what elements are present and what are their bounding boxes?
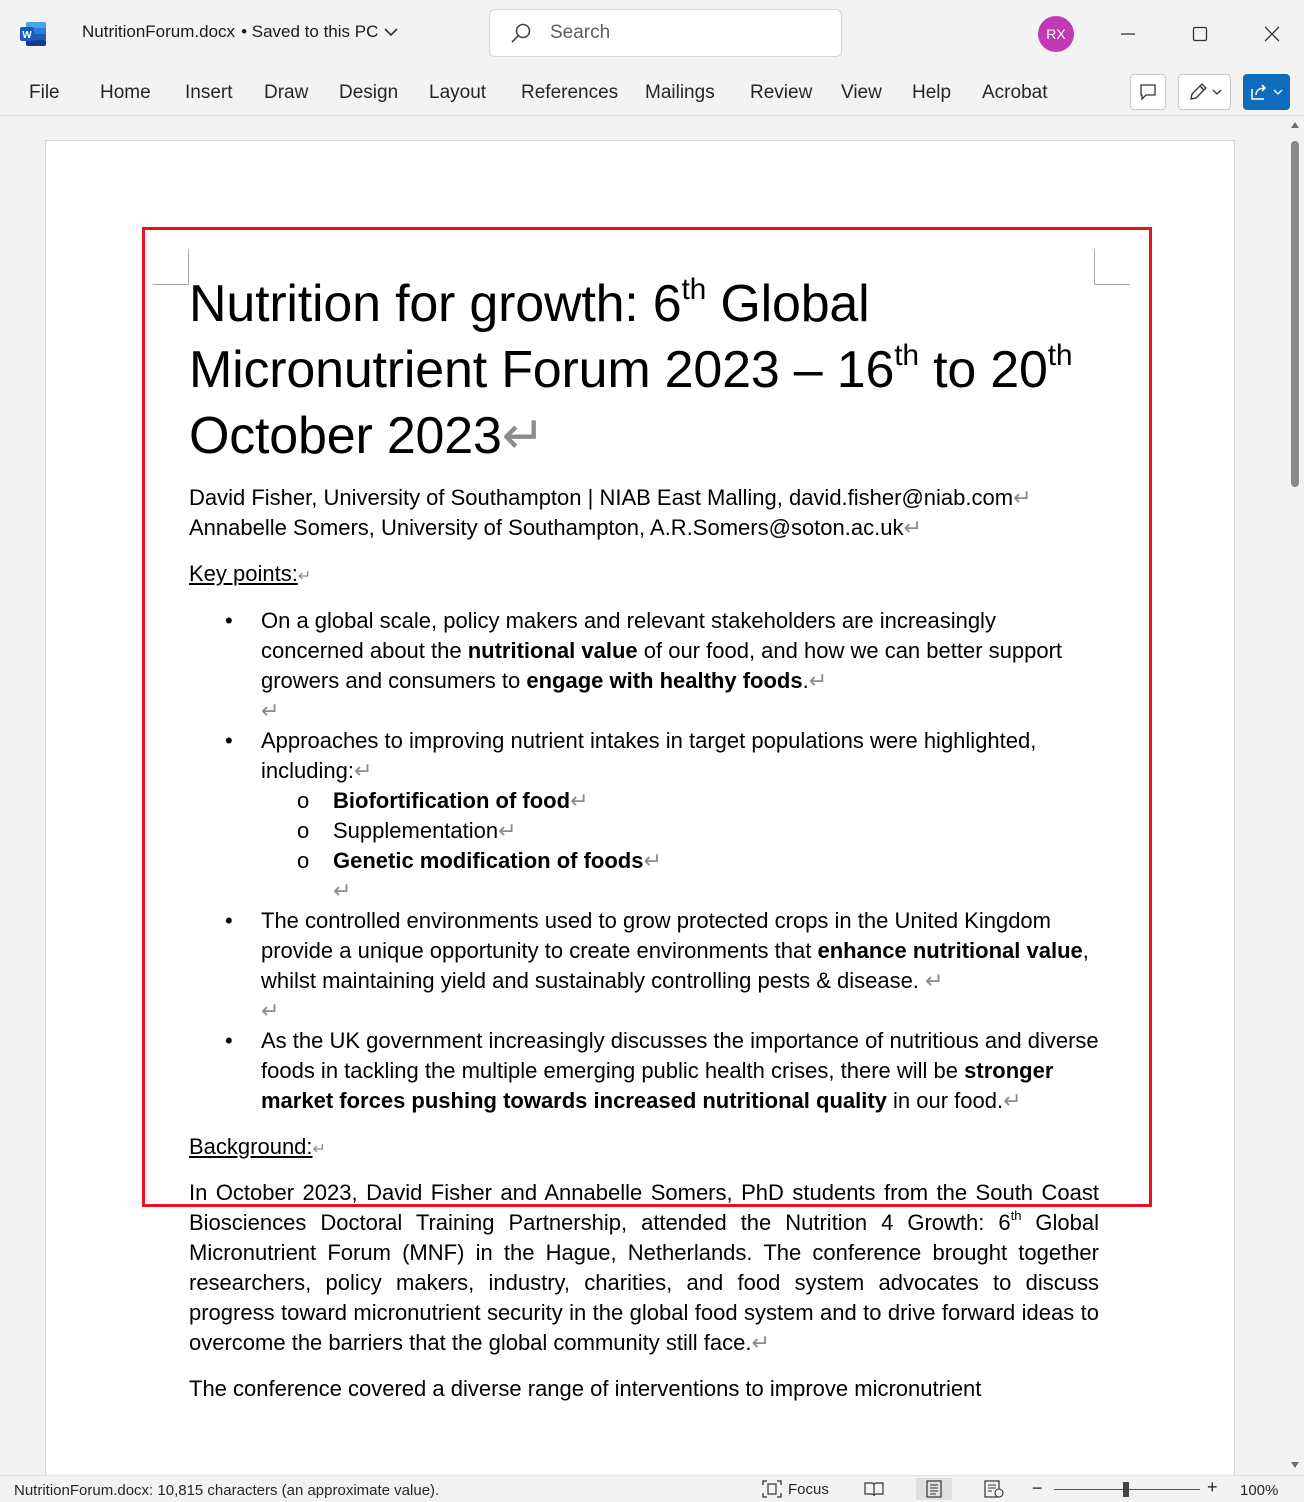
list-item[interactable]: • Approaches to improving nutrient intakes in target populations were highlighted, including:↵ [225,728,1037,783]
editing-mode-button[interactable] [1178,74,1231,110]
document-name: NutritionForum.docx [82,22,236,41]
tab-view[interactable]: View [841,82,882,103]
maximize-icon [1192,26,1208,42]
word-count-status[interactable]: NutritionForum.docx: 10,815 characters (an approximate value). [14,1482,440,1499]
zoom-slider-thumb[interactable] [1123,1482,1129,1497]
web-layout-button[interactable] [976,1478,1012,1500]
crop-mark-top-left [153,249,189,285]
paragraph-mark: ↵ [903,515,922,540]
key-points-list[interactable] [189,606,1099,1116]
bullet-marker: • [225,1028,233,1053]
word-app-icon[interactable] [20,22,46,46]
chevron-down-icon [1273,88,1283,96]
document-heading[interactable]: Nutrition for growth: 6th Global Micronutrient Forum 2023 – 16th to 20th October 2023↵ [189,273,1073,465]
paragraph-mark: ↵ [353,758,373,783]
sub-list-item[interactable]: o Supplementation↵ [189,816,1099,846]
chevron-down-icon [384,27,398,37]
tab-references[interactable]: References [521,82,619,103]
paragraph-mark: ↵ [1013,485,1032,510]
print-layout-button[interactable] [916,1478,952,1500]
comments-button[interactable] [1130,74,1166,110]
tab-design[interactable]: Design [339,82,399,103]
sub-list-item[interactable]: o Genetic modification of foods↵ [189,846,1099,876]
document-canvas[interactable] [0,117,1286,1475]
user-avatar[interactable]: RX [1038,16,1074,52]
bullet-marker: • [225,608,233,633]
paragraph-mark: ↵ [498,818,517,843]
paragraph-mark: ↵ [1003,1088,1022,1113]
paragraph-mark: ↵ [925,968,944,993]
paragraph-mark: ↵ [297,568,312,585]
tab-insert[interactable]: Insert [185,82,233,103]
paragraph-mark: ↵ [570,788,589,813]
body-paragraph[interactable]: The conference covered a diverse range of interventions to improve micronutrient [189,1376,982,1401]
empty-paragraph[interactable]: ↵ [333,878,352,903]
minimize-button[interactable] [1110,16,1146,52]
sub-bullet-marker: o [297,818,310,843]
paragraph-mark: ↵ [312,1141,326,1158]
vertical-scrollbar[interactable] [1286,117,1304,1475]
paragraph-mark: ↵ [808,668,828,693]
paragraph-mark: ↵ [751,1330,770,1355]
scroll-thumb[interactable] [1291,141,1299,487]
save-status: • Saved to this PC [241,22,379,41]
search-input[interactable] [550,22,820,44]
zoom-in-button[interactable]: + [1207,1477,1218,1497]
sub-list-item[interactable]: o Biofortification of food↵ [189,786,1099,816]
title-bar [0,0,1304,68]
authors-block[interactable] [189,483,1099,543]
chevron-down-icon [1212,88,1222,96]
document-title-menu[interactable] [82,22,398,42]
page-layout-icon [926,1480,942,1498]
crop-mark-top-right [1094,249,1130,285]
tab-draw[interactable]: Draw [264,82,309,103]
scroll-up-icon[interactable] [1290,121,1300,129]
tab-file[interactable]: File [29,82,60,103]
comment-icon [1139,83,1157,101]
tab-acrobat[interactable]: Acrobat [982,82,1048,103]
list-item[interactable]: • The controlled environments used to grow protected crops in the United Kingdom provide a unique opportunity to create environments that enhance nutritional value, whilst maintaining yield and sustainably controlling pests & disease. ↵ [225,908,1089,993]
document-page[interactable] [45,140,1235,1475]
zoom-out-button[interactable]: − [1032,1478,1043,1498]
share-button[interactable] [1243,74,1290,110]
bullet-marker: • [225,728,233,753]
search-icon [510,22,532,44]
paragraph-mark: ↵ [643,848,662,873]
focus-mode-button[interactable] [762,1480,829,1498]
web-layout-icon [984,1480,1004,1498]
tab-help[interactable]: Help [912,82,952,103]
focus-icon [762,1480,782,1498]
share-icon [1250,83,1270,101]
key-points-heading[interactable]: Key points:↵ [189,561,312,586]
minimize-icon [1120,26,1136,42]
bullet-marker: • [225,908,233,933]
zoom-level[interactable]: 100% [1240,1482,1279,1499]
sub-bullet-marker: o [297,788,310,813]
pen-icon [1187,81,1209,103]
empty-paragraph[interactable]: ↵ [261,698,280,723]
focus-label: Focus [788,1480,829,1498]
background-paragraph[interactable]: In October 2023, David Fisher and Annabelle Somers, PhD students from the South Coast Biosciences Doctoral Training Partnership, attended the Nutrition 4 Growth: 6th Global Micronutrient Forum (MNF) in the Hague, Netherlands. The conference brought together researchers, policy makers, industry, charities, and food system advocates to discuss progress toward micronutrient security in the global food system and to drive forward ideas to overcome the barriers that the global community still face.↵ [189,1180,1099,1355]
scroll-down-icon[interactable] [1290,1461,1300,1469]
tab-mailings[interactable]: Mailings [645,82,715,103]
empty-paragraph[interactable]: ↵ [261,998,280,1023]
author-line: David Fisher, University of Southampton | NIAB East Malling, david.fisher@niab.com↵ [189,485,1032,510]
svg-text:W: W [22,30,32,41]
list-item[interactable]: • On a global scale, policy makers and relevant stakeholders are increasingly concerned about the nutritional value of our food, and how we can better support growers and consumers to engage with healthy foods.↵ [225,608,1063,693]
close-icon [1264,26,1280,42]
status-bar [0,1475,1304,1502]
close-button[interactable] [1254,16,1290,52]
read-mode-button[interactable] [856,1478,892,1500]
paragraph-mark: ↵ [501,407,546,465]
maximize-button[interactable] [1182,16,1218,52]
ribbon-tabs [0,68,1304,116]
sub-bullet-marker: o [297,848,310,873]
background-heading[interactable]: Background:↵ [189,1134,326,1159]
tab-layout[interactable]: Layout [429,82,487,103]
document-body[interactable] [189,271,1099,1404]
tab-home[interactable]: Home [100,82,151,103]
list-item[interactable]: • As the UK government increasingly discusses the importance of nutritious and diverse foods in tackling the multiple emerging public health crises, there will be stronger market forces pushing towards increased nutritional quality in our food.↵ [225,1028,1099,1113]
book-icon [864,1481,884,1497]
tab-review[interactable]: Review [750,82,813,103]
author-line: Annabelle Somers, University of Southampton, A.R.Somers@soton.ac.uk↵ [189,515,922,540]
search-box[interactable] [489,9,842,57]
